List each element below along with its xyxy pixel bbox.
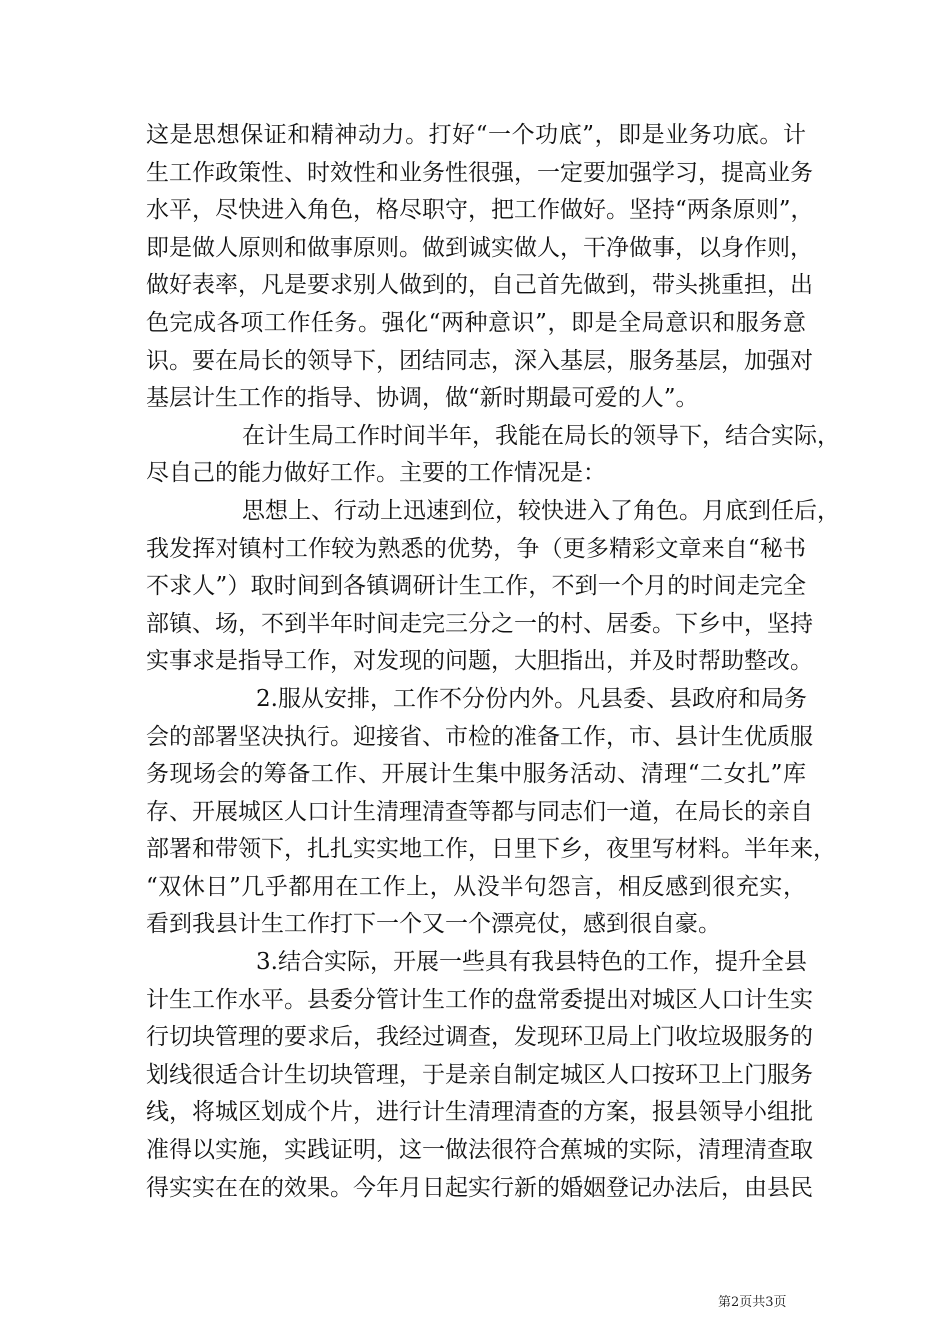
text-line: 行切块管理的要求后，我经过调查，发现环卫局上门收垃圾服务的 bbox=[146, 1024, 813, 1051]
text-line: 部署和带领下，扎扎实实地工作，日里下乡，夜里写材料。半年来， bbox=[146, 836, 836, 863]
text-line: 部镇、场，不到半年时间走完三分之一的村、居委。下乡中，坚持 bbox=[146, 610, 813, 637]
text-line: 3.结合实际，开展一些具有我县特色的工作，提升全县 bbox=[256, 949, 807, 976]
text-line: 生工作政策性、时效性和业务性很强，一定要加强学习，提高业务 bbox=[146, 159, 813, 186]
text-line: 务现场会的筹备工作、开展计生集中服务活动、清理“二女扎”库 bbox=[146, 761, 806, 788]
text-line: 这是思想保证和精神动力。打好“一个功底”，即是业务功底。计 bbox=[146, 122, 806, 148]
text-line: 准得以实施，实践证明，这一做法很符合蕉城的实际，清理清查取 bbox=[146, 1137, 813, 1164]
document-body bbox=[146, 117, 840, 1207]
text-line: 思想上、行动上迅速到位，较快进入了角色。月底到任后， bbox=[242, 497, 840, 524]
text-line: 基层计生工作的指导、协调，做“新时期最可爱的人”。 bbox=[146, 385, 699, 412]
text-line: 我发挥对镇村工作较为熟悉的优势，争（更多精彩文章来自“秘书 bbox=[146, 535, 806, 562]
text-line: 计生工作水平。县委分管计生工作的盘常委提出对城区人口计生实 bbox=[146, 986, 813, 1013]
text-line: 在计生局工作时间半年，我能在局长的领导下，结合实际， bbox=[242, 422, 840, 449]
text-line: 看到我县计生工作打下一个又一个漂亮仗，感到很自豪。 bbox=[146, 911, 721, 938]
text-line: 划线很适合计生切块管理，于是亲自制定城区人口按环卫上门服务 bbox=[146, 1061, 813, 1088]
text-line: 线，将城区划成个片，进行计生清理清查的方案，报县领导小组批 bbox=[146, 1099, 813, 1126]
text-line: 做好表率，凡是要求别人做到的，自己首先做到，带头挑重担，出 bbox=[146, 272, 813, 299]
text-line: “双休日”几乎都用在工作上，从没半句怨言，相反感到很充实， bbox=[146, 873, 806, 900]
text-line: 2.服从安排，工作不分份内外。凡县委、县政府和局务 bbox=[256, 685, 807, 712]
text-line: 得实实在在的效果。今年月日起实行新的婚姻登记办法后，由县民 bbox=[146, 1174, 813, 1201]
text-line: 即是做人原则和做事原则。做到诚实做人，干净做事，以身作则， bbox=[146, 234, 813, 261]
text-line: 会的部署坚决执行。迎接省、市检的准备工作，市、县计生优质服 bbox=[146, 723, 813, 750]
text-line: 识。要在局长的领导下，团结同志，深入基层，服务基层，加强对 bbox=[146, 347, 813, 374]
text-line: 存、开展城区人口计生清理清查等都与同志们一道，在局长的亲自 bbox=[146, 798, 813, 825]
text-line: 实事求是指导工作，对发现的问题，大胆指出，并及时帮助整改。 bbox=[146, 648, 813, 675]
text-line: 色完成各项工作任务。强化“两种意识”，即是全局意识和服务意 bbox=[146, 309, 806, 336]
text-line: 不求人”）取时间到各镇调研计生工作，不到一个月的时间走完全 bbox=[146, 573, 806, 600]
page-number: 第2页共3页 bbox=[718, 1295, 787, 1310]
text-line: 水平，尽快进入角色，格尽职守，把工作做好。坚持“两条原则”， bbox=[146, 197, 814, 224]
text-line: 尽自己的能力做好工作。主要的工作情况是： bbox=[146, 460, 606, 487]
